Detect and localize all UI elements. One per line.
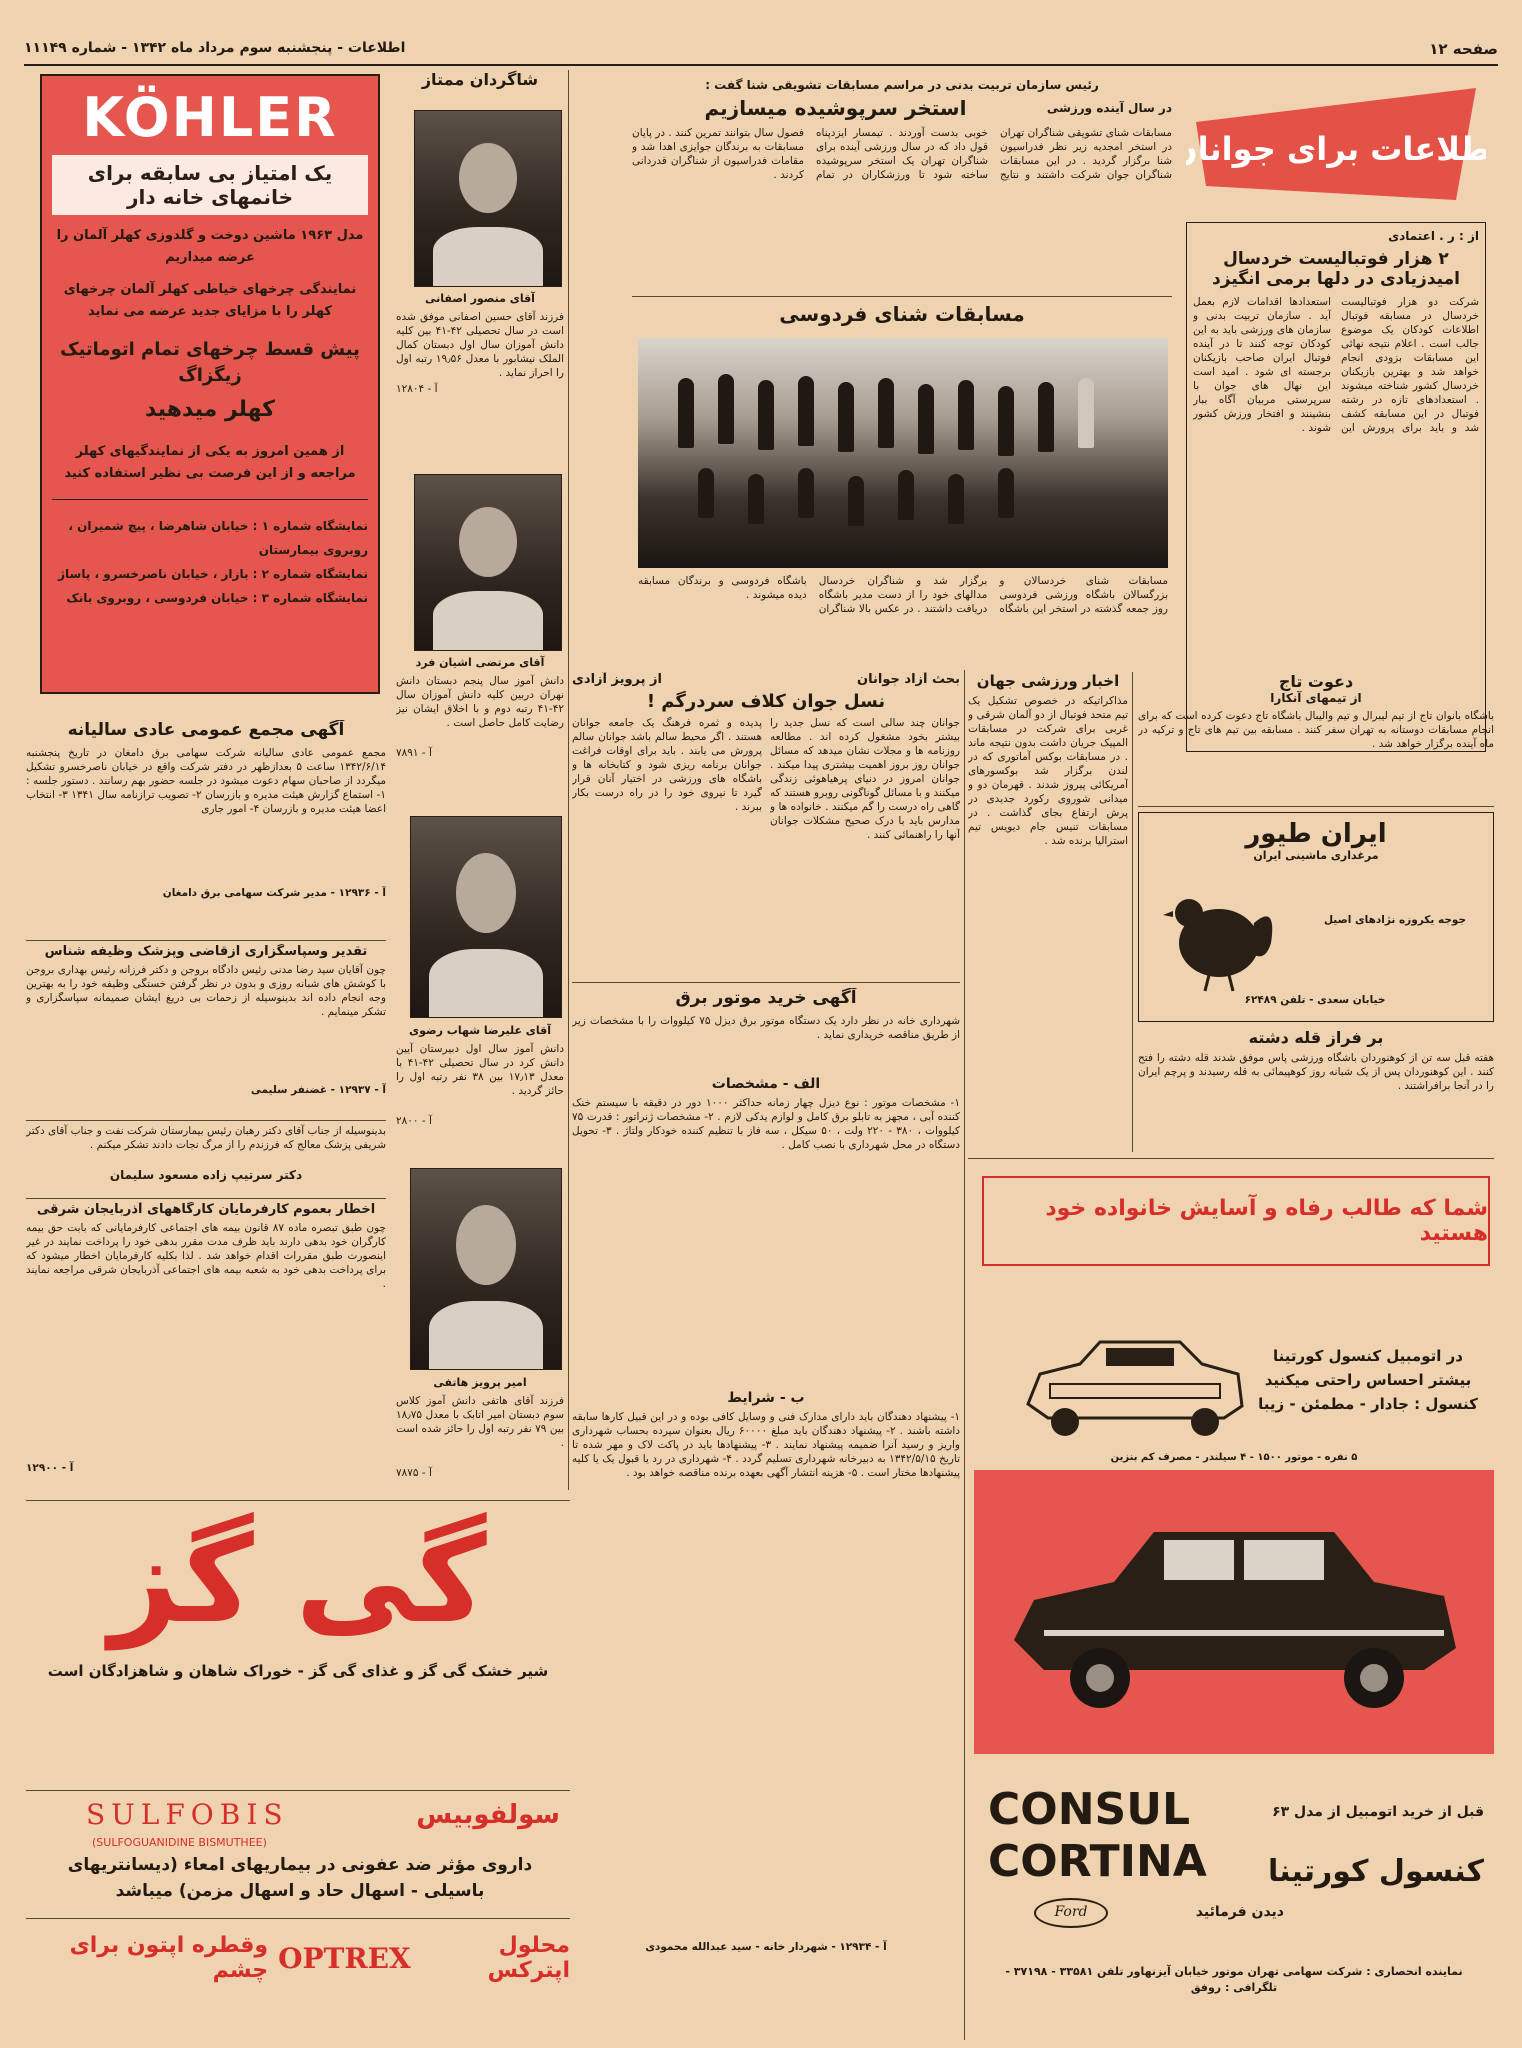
consul-persian-brand: کنسول کورتینا (1267, 1854, 1484, 1889)
thanks-notice (26, 944, 386, 1114)
consul-line: در اتومبیل کنسول کورتینا (1273, 1347, 1463, 1365)
warning-notice (26, 1202, 386, 1482)
irantour-line: جوجه یکروزه نژادهای اصیل (1323, 914, 1467, 926)
swim-article (632, 302, 1172, 662)
youth-kicker: بحث آزاد جوانان (857, 672, 960, 687)
gigaz-ad[interactable] (26, 1506, 570, 1776)
warning-body: چون طبق تبصره ماده ۸۷ قانون بیمه های اجتماعی کارفرمایانی که بابت حق بیمه کارگران خود بدهی دارند باید ظرف مدت مقرر بدهی خود را پرداخت نمایند در غیر اینصورت طبق مقررات اقدام خواهد شد . لذا بکلیه کارفرمایان اخطار میشود که برای پرداخت بدهی خود به شعبه بیمه های اجتماعی آذربایجان شرقی مراجعه نمایند . (26, 1222, 386, 1290)
swimmer-figure (878, 378, 894, 448)
swimmer-figure (838, 382, 854, 452)
kohler-outlet: نمایشگاه شماره ۲ : بازار ، خیابان ناصرخسرو ، پاساژ (58, 567, 368, 581)
football-byline: از : ر . اعتمادی (1388, 229, 1479, 243)
student-photo (414, 110, 562, 287)
optrex-text1: محلول اپترکس (487, 1933, 570, 1983)
kohler-line: نمایندگی چرخهای خیاطی کهلر آلمان چرخهای کهلر را با مزایای جدید عرضه می نماید (63, 282, 357, 319)
consul-model: قبل از خرید اتومبیل از مدل ۶۳ (1272, 1804, 1484, 1820)
pool-kicker: رئیس سازمان تربیت بدنی در مراسم مسابقات تشویقی شنا گفت : (705, 78, 1099, 92)
sulfobis-ad[interactable] (26, 1794, 570, 1914)
swimmer-figure (918, 384, 934, 454)
motor-body: شهرداری خانه در نظر دارد یک دستگاه موتور برق دیزل ۷۵ کیلووات را با مشخصات زیر از طریق مناقصه خریداری نماید . (572, 1015, 960, 1041)
logo-text: اطلاعات برای جوانان (1186, 130, 1486, 168)
consul-dealer: نماینده انحصاری : شرکت سهامی تهران موتور خیابان آیزنهاور تلفن ۳۳۵۸۱ - ۳۷۱۹۸ - تلگرافی : روفق (1005, 1965, 1463, 1994)
car-icon (1004, 1510, 1464, 1730)
optrex-text2: وقطره اپتون برای چشم (69, 1933, 269, 1983)
consul-lines (1250, 1344, 1486, 1416)
column-rule (568, 70, 569, 1490)
swimmer-figure (998, 386, 1014, 456)
taj-body: باشگاه بانوان تاج از تیم لیبرال و تیم والیبال باشگاه تاج دعوت کرده است که برای انجام مسابقات دوستانه به تهران سفر کنند . مسابقه بین تیم های تاج و ترکیه در ماه آینده برگزار خواهد شد . (1138, 710, 1494, 750)
thanks2-body: بدینوسیله از جناب آقای دکتر رهبان رئیس بیمارستان شرکت نفت و جناب آقای دکتر شریفی پزشک معالج که فرزندم را از مرگ نجات دادند تشکر میکنم . (26, 1125, 386, 1151)
consul-car-panel (974, 1470, 1494, 1754)
dateline: اطلاعات - پنجشنبه سوم مرداد ماه ۱۳۴۲ - شماره ۱۱۱۴۹ (24, 40, 406, 56)
gigaz-brand: گی گز (109, 1511, 487, 1650)
student-name: امیر پرویز هاتفی (433, 1376, 527, 1389)
kohler-outlet: نمایشگاه شماره ۱ : خیابان شاهرضا ، پیچ شمیران ، روبروی بیمارستان (68, 519, 368, 557)
taj-headline: دعوت تاج (1278, 672, 1354, 691)
kohler-tagline: یک امتیاز بی سابقه برای خانمهای خانه دار (52, 155, 368, 215)
swimmer-figure (948, 474, 964, 524)
motor-sec-a: الف - مشخصات (711, 1076, 821, 1092)
thanks-body: چون آقایان سید رضا مدنی رئیس دادگاه بروجن و دکتر فرزانه رئیس بهداری بروجن با کوشش های شبانه روزی و بدون در نظر گرفتن خستگی وظیفه خود را به بهترین وجه انجام داده اند بدینوسیله از زحمات بی دریغ ایشان صمیمانه سپاسگزاری و تشکر مینمایم . (26, 964, 386, 1018)
youth-logo-graphic (1186, 82, 1486, 210)
sports-headline: اخبار ورزشی جهان (976, 672, 1120, 690)
football-headline: ۲ هزار فوتبالیست خردسال امیدزیادی در دلها برمی انگیزد (1212, 249, 1460, 289)
consul-spec: ۵ نفره - موتور ۱۵۰۰ - ۴ سیلندر - مصرف کم بنزین (1110, 1452, 1358, 1463)
kohler-brand: KÖHLER (82, 86, 338, 149)
assembly-headline: آگهی مجمع عمومی عادی سالیانه (67, 720, 345, 740)
column-rule (1132, 672, 1133, 1152)
student-ref: آ - ۷۸۷۵ (396, 1467, 432, 1479)
thanks2-notice (26, 1124, 386, 1194)
divider (1138, 806, 1494, 807)
student-name: آقای منصور اصفانی (425, 292, 535, 305)
student-body: دانش آموز سال پنجم دبستان دانش نهران دربین کلیه دانش آموزان سال ۴۲-۴۱ رتبه دوم و با اخلاق ایشان نیز رضایت کامل حاصل است . (396, 675, 564, 729)
irantour-line: خیابان سعدی - تلفن ۶۲۴۸۹ (1244, 994, 1386, 1006)
motor-ref: آ - ۱۲۹۳۴ - شهردار خانه - سید عبدالله محمودی (645, 1941, 887, 1953)
swimmer-figure (1038, 382, 1054, 452)
divider (26, 1198, 386, 1199)
optrex-ad[interactable] (26, 1930, 570, 1986)
assembly-body: مجمع عمومی عادی سالیانه شرکت سهامی برق دامغان در تاریخ پنجشنبه ۱۳۴۲/۶/۱۴ ساعت ۵ بعدازظهر در دفتر شرکت واقع در خیابان ناصرخسرو تشکیل میگردد از صاحبان سهام دعوت میشود در جلسه حضور بهم رسانند . دستور جلسه : ۱- استماع گزارش هیئت مدیره و بازرسان ۲- تصویب ترازنامه سال ۱۳۴۱ ۳- انتخاب اعضا هیئت مدیره و بازرسان ۴- امور جاری (26, 747, 386, 815)
divider (26, 1120, 386, 1121)
divider (968, 1158, 1494, 1159)
student-name: آقای علیرضا شهاب رضوی (409, 1024, 551, 1037)
car-icon (1020, 1334, 1250, 1454)
student-body: فرزند آقای حسین اصفانی موفق شده است در سال تحصیلی ۴۲-۴۱ بین کلیه دانش آموزان سال اول دبستان کمال الملک نیشابور با معدل ۱۹٫۵۶ رتبه اول را احراز نماید . (396, 311, 564, 379)
student-photo (410, 816, 562, 1018)
pool-article (632, 78, 1172, 293)
consul-line: بیشتر احساس راحتی میکنید (1264, 1371, 1472, 1389)
sulfobis-persian: سولفوبیس (416, 1800, 560, 1830)
assembly-ref: آ - ۱۲۹۳۶ - مدیر شرکت سهامی برق دامغان (162, 887, 386, 899)
student-ref: آ - ۲۸۰۰ (396, 1115, 432, 1127)
kohler-outlet: نمایشگاه شماره ۳ : خیابان فردوسی ، روبروی بانک (66, 591, 368, 605)
swimmer-figure (698, 468, 714, 518)
divider (26, 940, 386, 941)
divider (632, 296, 1172, 297)
irantour-ad[interactable] (1138, 812, 1494, 1022)
student-ref: آ - ۷۸۹۱ (396, 747, 432, 759)
divider (26, 1790, 570, 1791)
pole-news (1138, 1028, 1494, 1152)
swim-caption: مسابقات شنای خردسالان و بزرگسالان باشگاه ورزشی فردوسی روز جمعه گذشته در استخر این باشگاه برگزار شد و شناگران خردسال مدالهای خود را از دست مدیر باشگاه دریافت داشتند . در عکس بالا شناگران باشگاه فردوسی و برندگان مسابقه دیده میشوند . (638, 575, 1168, 615)
students-headline: شاگردان ممتاز (421, 70, 539, 89)
student-photo (410, 1168, 562, 1370)
student-photo (414, 474, 562, 651)
youth-article (572, 672, 960, 972)
motor-notice (572, 988, 960, 2038)
swimmer-figure (798, 376, 814, 446)
consul-cta: دیدن فرمائید (1195, 1904, 1284, 1920)
consul-line: کنسول : جادار - مطمئن - زیبا (1258, 1395, 1478, 1413)
swim-headline: مسابقات شنای فردوسی (779, 302, 1025, 326)
gigaz-slogan: شیر خشک گی گز و غذای گی گز - خوراک شاهان و شاهزادگان است (47, 1662, 549, 1680)
page-number: صفحه ۱۲ (1429, 40, 1498, 58)
sports-world (968, 672, 1128, 1142)
kohler-line: کهلر میدهید (145, 397, 275, 422)
divider (572, 982, 960, 983)
taj-sub: از تیمهای آنکارا (1270, 691, 1362, 705)
kohler-line: از همین امروز به یکی از نمایندگیهای کهلر مراجعه و از این فرصت بی نظیر استفاده کنید (64, 444, 356, 481)
pool-headline: استخر سرپوشیده میسازیم (704, 96, 967, 120)
irantour-brand: ایران طیور (1245, 819, 1387, 849)
sulfobis-text: داروی مؤثر ضد عفونی در بیماریهای امعاء (دیسانتریهای باسیلی - اسهال حاد و اسهال مزمن) میباشد (67, 1855, 533, 1901)
swimmer-figure (718, 374, 734, 444)
student-body: دانش آموز سال اول دبیرستان آیین دانش کرد در سال تحصیلی ۴۲-۴۱ با معدل ۱۷٫۱۳ بین ۳۸ نفر رتبه اول را حائز گردید . (396, 1043, 564, 1097)
consul-slogan-box (982, 1176, 1490, 1266)
kohler-ad[interactable] (40, 74, 380, 694)
motor-body-a: ۱- مشخصات موتور : نوع دیزل چهار زمانه حداکثر ۱۰۰۰ دور در دقیقه با سیستم خنک کننده آبی ، مجهز به تابلو برق کامل و لوازم یدکی لازم . ۲- مشخصات ژنراتور : قدرت ۷۵ کیلووات ، ۳۸۰ - ۲۲۰ ولت ، ۵۰ سیکل ، سه فاز با تنظیم کننده خودکار ولتاژ . ۳- تحویل دستگاه در محل شهرداری با نصب کامل . (572, 1097, 960, 1151)
sports-body: مذاکراتیکه در خصوص تشکیل یک تیم متحد فوتبال از دو آلمان شرقی و غربی برای شرکت در مسابقات المپیک جریان داشت بدون نتیجه ماند . در مسابقات بوکس آماتوری که در لندن برگزار شد بوکسورهای آمریکائی پیروز شدند . قهرمان دو و میدانی شوروی رکورد جدیدی در پرش ارتفاع بجای گذاشت . در مسابقات تنیس جام دیویس تیم استرالیا برنده شد . (968, 695, 1128, 847)
motor-sec-b: ب - شرایط (727, 1390, 805, 1406)
consul-ad[interactable] (974, 1164, 1494, 2034)
swimmer-figure (998, 468, 1014, 518)
swimmer-figure (958, 380, 974, 450)
pool-sub: در سال آینده ورزشی (1046, 101, 1172, 115)
divider (26, 1500, 570, 1501)
optrex-brand: OPTREX (278, 1941, 411, 1975)
pole-headline: بر فراز قله دشته (1248, 1028, 1384, 1047)
student-ref: آ - ۱۲۸۰۴ (396, 383, 438, 395)
student-name: آقای مرتضی اشیان فرد (415, 656, 545, 669)
swim-team-photo (638, 338, 1168, 568)
pole-body: هفته قبل سه تن از کوهنوردان باشگاه ورزشی پاس موفق شدند قله دشته را فتح کنند . این کوهنوردان پس از یک شبانه روز کوهپیمائی به قله رسیدند و پرچم ایران را در آنجا برافراشتند . (1138, 1052, 1494, 1092)
assembly-notice (26, 720, 386, 920)
swimmer-figure (1078, 378, 1094, 448)
motor-body-b: ۱- پیشنهاد دهندگان باید دارای مدارک فنی و وسایل کافی بوده و در این قبیل کارها سابقه داشته باشند . ۲- پیشنهاد دهندگان باید مبلغ ۶۰۰۰۰ ریال بعنوان سپرده بحساب شهرداری واریز و رسید آنرا ضمیمه پیشنهاد نمایند . ۳- پیشنهادها باید در پاکت لاک و مهر شده تا تاریخ ۱۳۴۲/۵/۱۵ به دبیرخانه شهرداری تسلیم گردد . ۴- شهرداری در رد یا قبول یک یا کلیه پیشنهادها مختار است . ۵- هزینه انتشار آگهی بعهده برنده مناقصه خواهد بود . (572, 1411, 960, 1479)
youth-byline: از پرویز آزادی (572, 672, 662, 687)
warning-ref: آ - ۱۲۹۰۰ (26, 1462, 74, 1474)
kohler-line: پیش قسط چرخهای تمام اتوماتیک زیگزاگ (60, 339, 360, 386)
taj-invite (1138, 672, 1494, 802)
swimmer-figure (798, 468, 814, 518)
swimmer-figure (898, 470, 914, 520)
youth-headline: نسل جوان کلاف سردرگم ! (646, 691, 886, 712)
student-body: فرزند آقای هاتفی دانش آموز کلاس سوم دبستان امیر اتابک با معدل ۱۸٫۷۵ بین ۷۹ نفر رتبه اول را حائز شده است . (396, 1395, 564, 1449)
thanks-headline: تقدیر وسپاسگزاری ازقاضی وپزشک وظیفه شناس (44, 944, 368, 959)
thanks-ref: آ - ۱۲۹۳۷ - غضنفر سلیمی (250, 1084, 386, 1096)
sulfobis-latin: SULFOBIS (86, 1798, 289, 1831)
swimmer-figure (848, 476, 864, 526)
sulfobis-sub: (SULFOGUANIDINE BISMUTHEE) (92, 1836, 267, 1849)
ford-logo: Ford (1034, 1898, 1108, 1928)
football-body: شرکت دو هزار فوتبالیست خردسال در مسابقه فوتبال اطلاعات کودکان یک موضوع جالب است . اعلام نتیجه نهائی این مسابقات بزودی انجام خواهد شد و بهترین بازیکنان خردسال کشور شناخته میشوند . استعدادهای تازه در رشته فوتبال در این مسابقه کشف شد و باید برای پرورش این استعدادها اقدامات لازم بعمل آید . سازمان تربیت بدنی و سازمان های ورزشی باید به این کودکان توجه کنند تا در آینده فوتبال ایران صاحب بازیکنان برجسته ای شود . امید است این نهال های جوان با سرپرستی مربیان آگاه ببار بنشینند و افتخار ورزش کشور شوند . (1193, 296, 1479, 434)
consul-slogan: شما که طالب رفاه و آسایش خانواده خود هستید (1045, 1196, 1488, 1246)
youth-logo (1186, 82, 1486, 210)
consul-word: CONSUL (988, 1784, 1190, 1835)
swimmer-figure (758, 380, 774, 450)
swimmer-figure (678, 378, 694, 448)
kohler-line: مدل ۱۹۶۳ ماشین دوخت و گلدوزی کهلر آلمان را عرضه میداریم (56, 228, 364, 265)
rooster-icon (1159, 883, 1279, 993)
warning-headline: اخطار بعموم کارفرمایان کارگاههای آذربایجان شرقی (36, 1202, 376, 1217)
pool-body: مسابقات شنای تشویقی شناگران تهران در استخر امجدیه زیر نظر فدراسیون شنا برگزار گردید . در این مسابقات شناگران جوان شرکت داشتند و نتایج خوبی بدست آوردند . تیمسار ایزدپناه قول داد که در سال ورزشی آینده برای شناگران تهران یک استخر سرپوشیده ساخته شود تا ورزشکاران در تمام فصول سال بتوانند تمرین کنند . در پایان مسابقات به برندگان جوایزی اهدا شد و مقامات فدراسیون از شناگران قدردانی کردند . (632, 127, 1172, 181)
youth-body: پدیده و ثمره فرهنگ یک جامعه جوانان هستند . اگر محیط سالم باشد جوانان سالم پرورش می یابند . باید برای اوقات فراغت جوانان برنامه ریزی شود و کتابخانه ها و باشگاه های ورزشی در اختیار آنان قرار گیرد تا نیروی خود را در راه درست بکار ببرند . (572, 717, 762, 813)
thanks2-sign: دکتر سرتیپ زاده مسعود سلیمان (109, 1168, 303, 1182)
cortina-word: CORTINA (988, 1836, 1207, 1887)
youth-body: جوانان چند سالی است که نسل جدید را بیشتر بخود مشغول کرده اند . مطالعه روزنامه ها و مجلات نشان میدهد که مسائل جوانان روز بروز اهمیت بیشتری پیدا میکند . جوانان امروز در دنیای پرهیاهوئی زندگی میکنند و با مسائل گوناگونی روبرو هستند که گاهی راه درست را گم میکنند . خانواده ها و مدارس باید با درک صحیح مشکلات جوانان آنها را راهنمائی کنند . (770, 717, 960, 841)
students-column (396, 70, 564, 1490)
masthead-rule (24, 64, 1498, 66)
irantour-sub: مرغداری ماشینی ایران (1253, 849, 1379, 862)
divider (26, 1918, 570, 1919)
column-rule (964, 670, 965, 2040)
swimmer-figure (748, 474, 764, 524)
motor-headline: آگهی خرید موتور برق (675, 988, 857, 1008)
